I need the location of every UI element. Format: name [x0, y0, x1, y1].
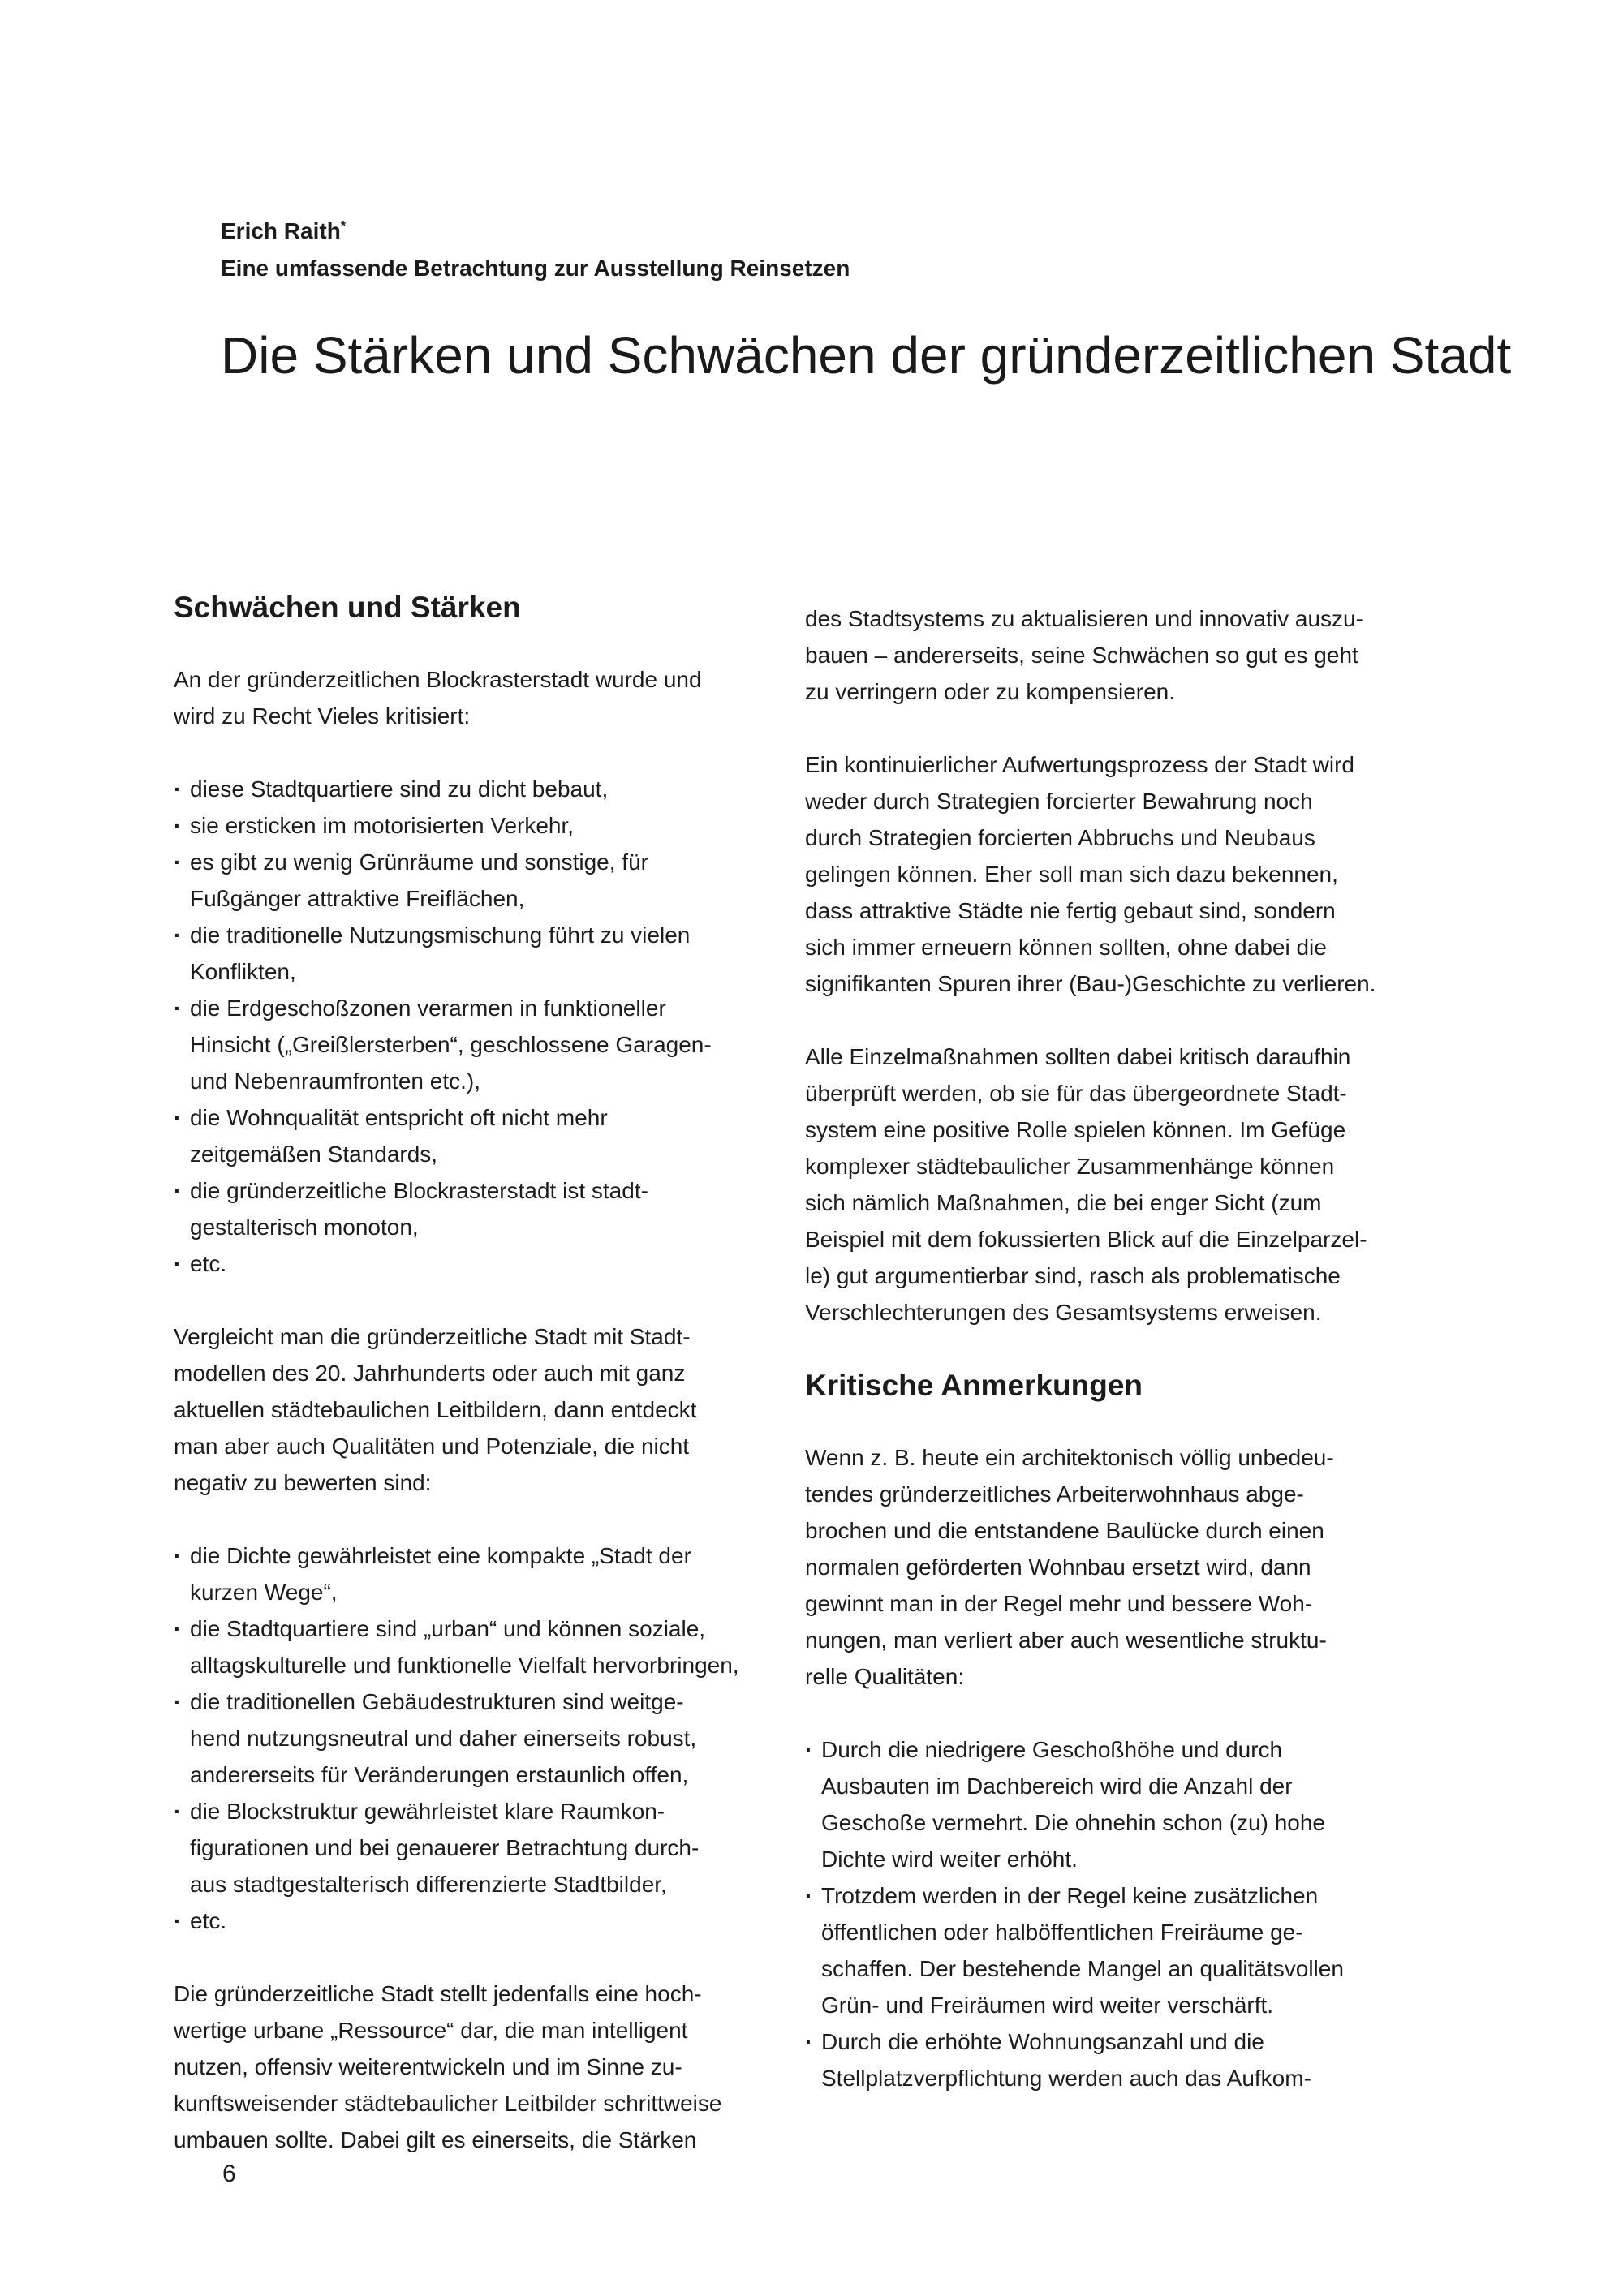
text-line: Grün- und Freiräumen wird weiter verschärft.	[821, 1993, 1274, 2018]
text-line: · diese Stadtquartiere sind zu dicht bebaut,	[190, 776, 609, 802]
text-line: Stellplatzverpflichtung werden auch das Aufkom-	[821, 2066, 1311, 2091]
page-number: 6	[222, 2161, 236, 2187]
text-line: andererseits für Veränderungen erstaunlich offen,	[190, 1762, 689, 1787]
consequences-list	[805, 1731, 1389, 2096]
text-line: le) gut argumentierbar sind, rasch als problematische	[805, 1263, 1341, 1288]
text-line: · Trotzdem werden in der Regel keine zusätzlichen	[821, 1883, 1319, 1908]
paragraph	[805, 1439, 1389, 1695]
text-line: des Stadtsystems zu aktualisieren und innovativ auszu-	[805, 606, 1363, 631]
text-line: · die gründerzeitliche Blockrasterstadt ist stadt-	[190, 1178, 648, 1203]
text-line: system eine positive Rolle spielen können. Im Gefüge	[805, 1117, 1346, 1142]
paragraph	[805, 600, 1389, 710]
text-line: sich nämlich Maßnahmen, die bei enger Sicht (zum	[805, 1190, 1322, 1215]
text-line: umbauen sollte. Dabei gilt es einerseits, die Stärken	[174, 2127, 697, 2152]
list-item	[805, 1731, 1389, 1877]
criticism-list	[174, 771, 758, 1282]
list-item	[174, 917, 758, 990]
list-item	[174, 771, 758, 807]
text-line: · die Wohnqualität entspricht oft nicht mehr	[190, 1105, 608, 1130]
left-column	[174, 589, 758, 2195]
text-line: Wenn z. B. heute ein architektonisch völlig unbedeu-	[805, 1445, 1334, 1470]
text-line: relle Qualitäten:	[805, 1664, 965, 1689]
text-line: tendes gründerzeitliches Arbeiterwohnhaus abge-	[805, 1481, 1304, 1507]
list-item	[174, 1903, 758, 1939]
text-line: Vergleicht man die gründerzeitliche Stadt mit Stadt-	[174, 1324, 691, 1349]
text-line: kurzen Wege“,	[190, 1580, 338, 1605]
article-title: Die Stärken und Schwächen der gründerzeitlichen Stadt	[221, 326, 1512, 385]
list-item	[174, 1172, 758, 1245]
text-line: Die gründerzeitliche Stadt stellt jedenfalls eine hoch-	[174, 1981, 702, 2006]
text-line: nungen, man verliert aber auch wesentliche struktu-	[805, 1627, 1327, 1653]
text-line: überprüft werden, ob sie für das übergeordnete Stadt-	[805, 1081, 1347, 1106]
text-line: Konflikten,	[190, 959, 296, 984]
text-line: gestalterisch monoton,	[190, 1215, 419, 1240]
text-line: · es gibt zu wenig Grünräume und sonstige, für	[190, 849, 648, 875]
text-line: · Durch die erhöhte Wohnungsanzahl und die	[821, 2029, 1264, 2054]
text-line: figurationen und bei genauerer Betrachtung durch-	[190, 1835, 700, 1860]
text-line: signifikanten Spuren ihrer (Bau-)Geschichte zu verlieren.	[805, 971, 1376, 996]
text-line: Ein kontinuierlicher Aufwertungsprozess der Stadt wird	[805, 752, 1355, 777]
text-line: Alle Einzelmaßnahmen sollten dabei kritisch daraufhin	[805, 1044, 1351, 1069]
text-line: gewinnt man in der Regel mehr und bessere Woh-	[805, 1591, 1313, 1616]
text-line: komplexer städtebaulicher Zusammenhänge können	[805, 1154, 1335, 1179]
text-line: Geschoße vermehrt. Die ohnehin schon (zu) hohe	[821, 1810, 1325, 1835]
list-item	[174, 1537, 758, 1610]
list-item	[174, 1245, 758, 1282]
author-name: Erich Raith	[221, 218, 341, 243]
text-line: · die traditionelle Nutzungsmischung führt zu vielen	[190, 922, 691, 948]
text-line: brochen und die entstandene Baulücke durch einen	[805, 1518, 1324, 1543]
text-line: aktuellen städtebaulichen Leitbildern, dann entdeckt	[174, 1397, 697, 1422]
text-line: · die Dichte gewährleistet eine kompakte „Stadt der	[190, 1543, 691, 1568]
text-line: und Nebenraumfronten etc.),	[190, 1068, 480, 1094]
text-line: Hinsicht („Greißlersterben“, geschlossene Garagen-	[190, 1032, 712, 1057]
paragraph	[174, 661, 758, 734]
author-line	[221, 213, 1487, 250]
article-header	[221, 213, 1512, 388]
text-line: · die traditionellen Gebäudestrukturen sind weitge-	[190, 1689, 684, 1714]
text-line: zeitgemäßen Standards,	[190, 1142, 438, 1167]
text-line: · die Stadtquartiere sind „urban“ und können soziale,	[190, 1616, 706, 1641]
text-line: modellen des 20. Jahrhunderts oder auch mit ganz	[174, 1361, 686, 1386]
text-line: bauen – andererseits, seine Schwächen so gut es geht	[805, 643, 1358, 668]
paragraph	[174, 1976, 758, 2158]
list-item	[174, 990, 758, 1099]
text-line: weder durch Strategien forcierter Bewahrung noch	[805, 789, 1313, 814]
text-line: negativ zu bewerten sind:	[174, 1470, 432, 1495]
text-line: zu verringern oder zu kompensieren.	[805, 679, 1176, 704]
text-line: dass attraktive Städte nie fertig gebaut sind, sondern	[805, 898, 1336, 923]
list-item	[174, 1610, 758, 1683]
text-line: normalen geförderten Wohnbau ersetzt wird, dann	[805, 1554, 1311, 1580]
text-line: Ausbauten im Dachbereich wird die Anzahl der	[821, 1774, 1293, 1799]
text-line: · die Erdgeschoßzonen verarmen in funktioneller	[190, 995, 666, 1021]
paragraph	[805, 746, 1389, 1002]
paragraph	[805, 1038, 1389, 1331]
text-line: Verschlechterungen des Gesamtsystems erweisen.	[805, 1300, 1322, 1325]
paragraph	[174, 1318, 758, 1501]
article-subtitle: Eine umfassende Betrachtung zur Ausstellung Reinsetzen	[221, 256, 850, 281]
text-line: Beispiel mit dem fokussierten Blick auf die Einzelparzel-	[805, 1227, 1367, 1252]
list-item	[174, 1683, 758, 1793]
text-line: wird zu Recht Vieles kritisiert:	[174, 703, 471, 729]
text-line: alltagskulturelle und funktionelle Vielfalt hervorbringen,	[190, 1653, 739, 1678]
text-line: man aber auch Qualitäten und Potenziale, die nicht	[174, 1434, 690, 1459]
list-item	[174, 1099, 758, 1172]
text-line: durch Strategien forcierten Abbruchs und Neubaus	[805, 825, 1315, 850]
section-heading-kritische-anmerkungen: Kritische Anmerkungen	[805, 1369, 1143, 1402]
list-item	[174, 1793, 758, 1903]
text-line: hend nutzungsneutral und daher einerseits robust,	[190, 1726, 697, 1751]
text-line: öffentlichen oder halböffentlichen Freiräume ge-	[821, 1920, 1303, 1945]
text-line: · sie ersticken im motorisierten Verkehr,	[190, 813, 575, 838]
list-item	[174, 807, 758, 844]
text-line: gelingen können. Eher soll man sich dazu bekennen,	[805, 862, 1338, 887]
text-line: kunftsweisender städtebaulicher Leitbilder schrittweise	[174, 2091, 722, 2116]
list-item	[174, 844, 758, 917]
right-column	[805, 600, 1389, 2133]
text-line: wertige urbane „Ressource“ dar, die man intelligent	[174, 2018, 688, 2043]
text-line: sich immer erneuern können sollten, ohne dabei die	[805, 935, 1327, 960]
text-line: Fußgänger attraktive Freiflächen,	[190, 886, 525, 911]
section-heading-schwaechen: Schwächen und Stärken	[174, 591, 521, 624]
text-line: An der gründerzeitlichen Blockrasterstadt wurde und	[174, 667, 702, 692]
text-line: · Durch die niedrigere Geschoßhöhe und durch	[821, 1737, 1283, 1762]
text-line: Dichte wird weiter erhöht.	[821, 1847, 1078, 1872]
text-line: · etc.	[190, 1908, 227, 1933]
text-line: nutzen, offensiv weiterentwickeln und im Sinne zu-	[174, 2054, 682, 2079]
list-item	[805, 2023, 1389, 2096]
text-line: schaffen. Der bestehende Mangel an qualitätsvollen	[821, 1956, 1344, 1981]
text-line: aus stadtgestalterisch differenzierte Stadtbilder,	[190, 1872, 667, 1897]
author-footnote-mark: *	[340, 219, 347, 234]
text-line: · die Blockstruktur gewährleistet klare Raumkon-	[190, 1799, 665, 1824]
qualities-list	[174, 1537, 758, 1939]
text-line: · etc.	[190, 1251, 227, 1276]
list-item	[805, 1877, 1389, 2023]
